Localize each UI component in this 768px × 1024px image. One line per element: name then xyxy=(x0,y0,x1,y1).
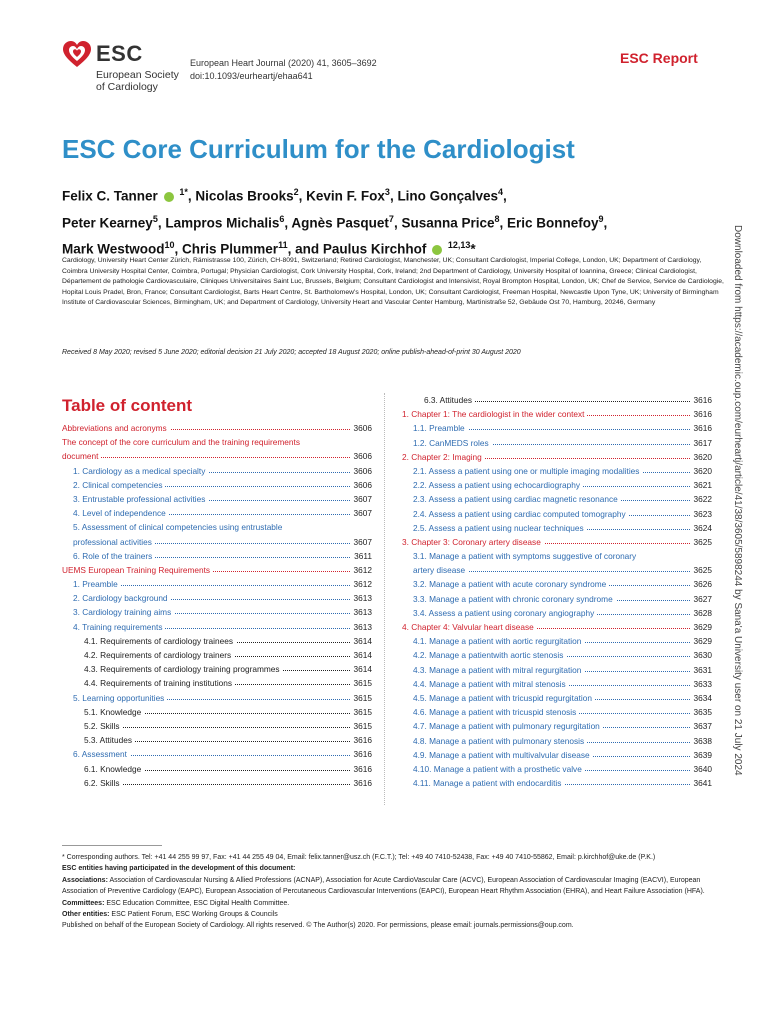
toc-entry[interactable] xyxy=(402,507,712,521)
toc-entry-title[interactable]: 2. Cardiology background xyxy=(73,591,171,605)
toc-entry[interactable] xyxy=(62,464,372,478)
published-note: Published on behalf of the European Society of Cardiology. All rights reserved. © The Author(s) 2020. For permissions, please email: journals.permissions@oup.com. xyxy=(62,922,574,930)
toc-entry-title[interactable]: 2. Clinical competencies xyxy=(73,478,165,492)
toc-entry-page: 3611 xyxy=(351,549,372,563)
toc-entry-page: 3639 xyxy=(691,748,712,762)
toc-entry-page: 3615 xyxy=(351,705,372,719)
toc-entry[interactable] xyxy=(402,634,712,648)
author-name[interactable]: , Lampros Michalis xyxy=(157,215,280,230)
toc-entry-title[interactable]: 4.9. Manage a patient with multivalvular disease xyxy=(413,748,593,762)
toc-entry[interactable] xyxy=(62,762,372,776)
toc-entry[interactable] xyxy=(402,436,712,450)
toc-title: Table of content xyxy=(62,396,193,415)
toc-entry[interactable] xyxy=(402,776,712,790)
toc-entry-title[interactable]: 3.2. Manage a patient with acute coronary syndrome xyxy=(413,577,609,591)
toc-entry-page: 3612 xyxy=(351,563,372,577)
toc-entry-page: 3616 xyxy=(691,393,712,407)
committees-note xyxy=(62,898,722,909)
author-name[interactable]: Mark Westwood xyxy=(62,241,165,257)
toc-entry[interactable] xyxy=(402,535,712,549)
toc-entry-title[interactable]: 1. Cardiology as a medical specialty xyxy=(73,464,208,478)
download-note xyxy=(733,225,753,805)
toc-entry-page: 3612 xyxy=(351,577,372,591)
other-entities-heading: Other entities: xyxy=(62,911,110,919)
toc-entry-page: 3616 xyxy=(351,747,372,761)
toc-entry[interactable] xyxy=(62,478,372,492)
toc-entry[interactable] xyxy=(62,577,372,591)
toc-entry-title[interactable]: 3.1. Manage a patient with symptoms suggestive of coronary xyxy=(413,549,639,563)
author-name[interactable]: , Eric Bonnefoy xyxy=(499,215,599,230)
footnote-rule xyxy=(62,845,162,846)
author-name[interactable]: , Agnès Pasquet xyxy=(284,215,389,230)
toc-entry-title[interactable]: 3.3. Manage a patient with chronic coronary syndrome xyxy=(413,592,616,606)
toc-entry[interactable] xyxy=(62,705,372,719)
toc-entry-title[interactable]: UEMS European Training Requirements xyxy=(62,563,213,577)
journal-citation xyxy=(190,57,377,83)
toc-entry-page: 3606 xyxy=(351,464,372,478)
logo-subtitle-1: European Society xyxy=(96,69,179,81)
toc-entry-title[interactable]: 1. Preamble xyxy=(73,577,121,591)
toc-entry-title[interactable]: 5. Assessment of clinical competencies using entrustable xyxy=(73,520,285,534)
toc-entry-title[interactable]: 5.2. Skills xyxy=(84,719,123,733)
toc-entry-page: 3631 xyxy=(691,663,712,677)
toc-entry-title[interactable]: 1. Chapter 1: The cardiologist in the wider context xyxy=(402,407,587,421)
other-entities-text: ESC Patient Forum, ESC Working Groups & Councils xyxy=(109,911,278,919)
toc-entry-page: 3620 xyxy=(691,464,712,478)
toc-entry-page: 3626 xyxy=(691,577,712,591)
toc-entry-title[interactable]: 4.2. Manage a patientwith aortic stenosis xyxy=(413,648,566,662)
toc-entry[interactable] xyxy=(402,464,712,478)
associations-heading: Associations: xyxy=(62,876,108,884)
toc-entry[interactable] xyxy=(62,506,372,520)
toc-entry-title[interactable]: 1.1. Preamble xyxy=(413,421,468,435)
author-name[interactable]: , and Paulus Kirchhof xyxy=(287,241,427,257)
toc-entry[interactable] xyxy=(62,605,372,619)
toc-entry-page: 3620 xyxy=(691,450,712,464)
toc-entry-title[interactable]: 4.1. Manage a patient with aortic regurgitation xyxy=(413,634,584,648)
toc-entry-title[interactable]: 2.1. Assess a patient using one or multiple imaging modalities xyxy=(413,464,642,478)
toc-entry-page: 3641 xyxy=(691,776,712,790)
toc-entry[interactable] xyxy=(62,648,372,662)
toc-entry[interactable] xyxy=(402,648,712,662)
esc-logo xyxy=(62,40,182,100)
corresponding-star: * xyxy=(470,241,476,257)
toc-entry[interactable] xyxy=(62,591,372,605)
toc-entry[interactable] xyxy=(402,407,712,421)
toc-entry[interactable] xyxy=(402,762,712,776)
toc-entry-page: 3614 xyxy=(351,662,372,676)
toc-entry[interactable] xyxy=(402,492,712,506)
esc-entities-heading: ESC entities having participated in the development of this document: xyxy=(62,865,296,873)
toc-entry-title[interactable]: 2. Chapter 2: Imaging xyxy=(402,450,485,464)
toc-entry[interactable] xyxy=(402,421,712,435)
toc-entry[interactable] xyxy=(62,719,372,733)
toc-entry-title[interactable]: 3.4. Assess a patient using coronary angiography xyxy=(413,606,597,620)
toc-entry-page: 3613 xyxy=(351,620,372,634)
toc-entry[interactable] xyxy=(62,662,372,676)
toc-entry-title[interactable]: artery disease xyxy=(413,563,468,577)
toc-entry[interactable] xyxy=(402,521,712,535)
toc-entry-page: 3621 xyxy=(691,478,712,492)
toc-entry-title[interactable]: 3. Chapter 3: Coronary artery disease xyxy=(402,535,544,549)
toc-entry-page: 3635 xyxy=(691,705,712,719)
toc-entry-page: 3625 xyxy=(691,535,712,549)
toc-entry-title[interactable]: 4. Training requirements xyxy=(73,620,165,634)
author-name[interactable]: , Kevin F. Fox xyxy=(298,188,385,204)
toc-entry-page: 3616 xyxy=(691,407,712,421)
toc-entry-title[interactable]: 3. Cardiology training aims xyxy=(73,605,174,619)
other-entities-note xyxy=(62,909,722,920)
author-name[interactable]: Felix C. Tanner xyxy=(62,188,158,204)
toc-entry[interactable] xyxy=(402,663,712,677)
toc-entry-title[interactable]: 2.4. Assess a patient using cardiac computed tomography xyxy=(413,507,629,521)
toc-entry-page: 3640 xyxy=(691,762,712,776)
toc-entry-title[interactable]: professional activities xyxy=(73,535,155,549)
toc-entry[interactable] xyxy=(402,748,712,762)
toc-entry-title[interactable]: 4.4. Requirements of training institutions xyxy=(84,676,235,690)
column-divider xyxy=(384,393,385,805)
toc-entry[interactable] xyxy=(62,535,372,549)
toc-entry-page: 3628 xyxy=(691,606,712,620)
author-name[interactable]: Peter Kearney xyxy=(62,215,153,230)
toc-entry[interactable] xyxy=(62,776,372,790)
author-sup: 9 xyxy=(598,213,604,224)
received-dates: Received 8 May 2020; revised 5 June 2020; editorial decision 21 July 2020; accepted 18 August 2020; online publish-ahead-of-print 30 August 2020 xyxy=(62,349,521,356)
toc-entry-page: 3623 xyxy=(691,507,712,521)
toc-entry[interactable] xyxy=(402,592,712,606)
toc-entry-title[interactable]: 4.3. Manage a patient with mitral regurgitation xyxy=(413,663,584,677)
author-name[interactable]: , Lino Gonçalves xyxy=(389,188,498,204)
doi-line[interactable]: doi:10.1093/eurheartj/ehaa641 xyxy=(190,71,313,81)
author-sup: 11 xyxy=(278,240,288,250)
logo-name: ESC xyxy=(96,41,143,66)
toc-entry[interactable] xyxy=(402,677,712,691)
download-note-text: Downloaded from https://academic.oup.com/eurheartj/article/41/38/3605/5898244 by Sana'a University user on 21 July 2024 xyxy=(732,225,743,776)
toc-entry[interactable] xyxy=(402,691,712,705)
toc-entry-page: 3607 xyxy=(351,535,372,549)
toc-entry-title[interactable]: 4. Chapter 4: Valvular heart disease xyxy=(402,620,537,634)
toc-entry-page: 3606 xyxy=(351,421,372,435)
toc-entry[interactable] xyxy=(402,393,712,407)
toc-entry[interactable] xyxy=(402,734,712,748)
toc-entry-title[interactable]: 6.1. Knowledge xyxy=(84,762,144,776)
toc-entry-title[interactable]: 4.8. Manage a patient with pulmonary stenosis xyxy=(413,734,587,748)
toc-entry[interactable] xyxy=(62,449,372,463)
toc-entry[interactable] xyxy=(402,606,712,620)
affiliations: Cardiology, University Heart Center Zürich, Rämistrasse 100, Zürich, CH-8091, Switzerland; Retired Cardiologist, Manchester, UK; Consultant Cardiologist, Imperial College, London, UK; Department of Cardiology, Coimbra University Hospital Center, Coimbra, Portugal; Physician Cardiologist, Cork University Hospital, Cork, Ireland; 2nd Department of Cardiology, University Hospital of Ioannina, Greece; Clinical Cardiologist, Département de pathologie Cardiovasculaire, Cliniques Universitaires Saint Luc, Brussels, Belgium; Consultant Cardiologist and Intensivist, Royal Brompton Hospital, London, UK; Chef de Service, Service de Cardiologie, Hopital Louis Pradel, Bron, France; Consultant Cardiologist, Barts Heart Centre, St. Bartholomew's Hospital, London, UK; Consultant Cardiologist, Freeman Hospital, Newcastle Upon Tyne, UK; University of Birmingham Institute of Cardiovascular Sciences, Birmingham, UK; and Department of Cardiology, University Heart and Vascular Center Hamburg, Martinistraße 52, Gebäude Ost 70, Hamburg, 20246, Germany xyxy=(62,257,724,307)
author-sup: 6 xyxy=(279,213,285,224)
toc-entry-title[interactable]: 4.10. Manage a patient with a prosthetic valve xyxy=(413,762,585,776)
toc-entry[interactable] xyxy=(62,691,372,705)
toc-entry-page: 3629 xyxy=(691,620,712,634)
toc-entry-title[interactable]: 4.5. Manage a patient with tricuspid regurgitation xyxy=(413,691,595,705)
toc-entry-page: 3613 xyxy=(351,605,372,619)
committees-heading: Committees: xyxy=(62,899,105,907)
toc-entry[interactable] xyxy=(62,520,372,534)
author-name[interactable]: , Nicolas Brooks xyxy=(187,188,294,204)
toc-entry-page: 3613 xyxy=(351,591,372,605)
logo-subtitle-2: of Cardiology xyxy=(96,81,158,93)
toc-entry-page: 3633 xyxy=(691,677,712,691)
toc-entry-title[interactable]: 2.3. Assess a patient using cardiac magnetic resonance xyxy=(413,492,621,506)
toc-entry-title[interactable]: document xyxy=(62,449,101,463)
toc-entry[interactable] xyxy=(62,549,372,563)
toc-entry[interactable] xyxy=(402,478,712,492)
footnotes xyxy=(62,852,722,932)
toc-entry[interactable] xyxy=(402,563,712,577)
toc-entry-title[interactable]: 2.2. Assess a patient using echocardiography xyxy=(413,478,583,492)
toc-entry-page: 3638 xyxy=(691,734,712,748)
toc-entry-page: 3614 xyxy=(351,634,372,648)
toc-entry-title[interactable]: 4.11. Manage a patient with endocarditis xyxy=(413,776,564,790)
toc-right-column xyxy=(402,393,712,790)
toc-entry-page: 3616 xyxy=(351,733,372,747)
toc-entry[interactable] xyxy=(62,563,372,577)
toc-entry[interactable] xyxy=(62,747,372,761)
author-name[interactable]: , Susanna Price xyxy=(393,215,495,230)
toc-entry-page: 3616 xyxy=(351,776,372,790)
author-sup: 2 xyxy=(293,187,299,197)
author-sup: 10 xyxy=(164,240,175,250)
toc-entry[interactable] xyxy=(402,719,712,733)
toc-entry-title[interactable]: 4.6. Manage a patient with tricuspid stenosis xyxy=(413,705,579,719)
toc-entry[interactable] xyxy=(402,577,712,591)
orcid-icon[interactable] xyxy=(432,245,442,255)
toc-entry-title[interactable]: 4.3. Requirements of cardiology training programmes xyxy=(84,662,283,676)
author-sup: 4 xyxy=(497,187,503,197)
author-sup: 7 xyxy=(388,213,394,224)
orcid-icon[interactable] xyxy=(164,192,174,202)
toc-entry-title[interactable]: 4.7. Manage a patient with pulmonary regurgitation xyxy=(413,719,603,733)
toc-entry-title[interactable]: 4.2. Requirements of cardiology trainers xyxy=(84,648,234,662)
toc-entry-page: 3615 xyxy=(351,691,372,705)
toc-entry-page: 3634 xyxy=(691,691,712,705)
toc-entry-title[interactable]: 4.4. Manage a patient with mitral stenosis xyxy=(413,677,569,691)
toc-leader-dots xyxy=(84,784,352,785)
toc-entry[interactable] xyxy=(402,549,712,563)
toc-entry[interactable] xyxy=(62,492,372,506)
heart-icon xyxy=(62,40,92,70)
toc-entry-page: 3615 xyxy=(351,719,372,733)
toc-entry-page: 3607 xyxy=(351,506,372,520)
toc-entry[interactable] xyxy=(402,705,712,719)
toc-entry-page: 3627 xyxy=(691,592,712,606)
committees-text: ESC Education Committee, ESC Digital Health Committee. xyxy=(104,899,290,907)
journal-line: European Heart Journal (2020) 41, 3605–3692 xyxy=(190,58,377,68)
toc-entry[interactable] xyxy=(62,733,372,747)
toc-entry-page: 3625 xyxy=(691,563,712,577)
toc-entry-title[interactable]: 1.2. CanMEDS roles xyxy=(413,436,492,450)
toc-entry-title[interactable]: 5. Learning opportunities xyxy=(73,691,167,705)
author-name[interactable]: , Chris Plummer xyxy=(174,241,279,257)
toc-entry-page: 3622 xyxy=(691,492,712,506)
toc-entry-title[interactable]: 6.2. Skills xyxy=(84,776,123,790)
toc-entry-page: 3616 xyxy=(691,421,712,435)
toc-entry[interactable] xyxy=(62,634,372,648)
toc-entry-page: 3615 xyxy=(351,676,372,690)
toc-entry-title[interactable]: 6. Assessment xyxy=(73,747,130,761)
author-sup: 1* xyxy=(179,187,188,197)
toc-entry[interactable] xyxy=(62,421,372,435)
author-sup: 12,13 xyxy=(447,240,471,250)
associations-text: Association of Cardiovascular Nursing & Allied Professions (ACNAP), Association for Acute CardioVascular Care (ACVC), European Association of Cardiovascular Imaging (EACVI), European Association of Preventive Cardiology (EAPC), European Association of Percutaneous Cardiovascular Interventions (EAPCI), European Heart Rhythm Association (EHRA), and Heart Failure Association (HFA). xyxy=(62,876,705,896)
toc-entry[interactable] xyxy=(62,435,372,449)
toc-entry-title[interactable]: 5.1. Knowledge xyxy=(84,705,144,719)
toc-entry-title[interactable]: Abbreviations and acronyms xyxy=(62,421,170,435)
toc-entry-title[interactable]: 4.1. Requirements of cardiology trainees xyxy=(84,634,236,648)
toc-entry-page: 3606 xyxy=(351,478,372,492)
toc-entry-title[interactable]: 2.5. Assess a patient using nuclear techniques xyxy=(413,521,587,535)
toc-entry-page: 3616 xyxy=(351,762,372,776)
toc-entry-page: 3629 xyxy=(691,634,712,648)
report-label: ESC Report xyxy=(620,50,698,66)
author-sup: 5 xyxy=(152,213,158,224)
toc-entry-page: 3617 xyxy=(691,436,712,450)
toc-entry-title[interactable]: 6.3. Attitudes xyxy=(424,393,475,407)
toc-entry[interactable] xyxy=(402,620,712,634)
toc-entry-title[interactable]: 3. Entrustable professional activities xyxy=(73,492,208,506)
corresponding-note: * Corresponding authors. Tel: +41 44 255 99 97, Fax: +41 44 255 49 04, Email: felix.tanner@usz.ch (F.C.T.); Tel: +49 40 7410-52438, Fax: +49 40 7410-55862, Email: p.kirchhof@uke.de (P.K.) xyxy=(62,854,656,861)
author-sup: 8 xyxy=(494,213,500,224)
article-title: ESC Core Curriculum for the Cardiologist xyxy=(62,134,575,164)
toc-entry-title[interactable]: 5.3. Attitudes xyxy=(84,733,135,747)
toc-entry[interactable] xyxy=(402,450,712,464)
toc-entry-title[interactable]: 4. Level of independence xyxy=(73,506,169,520)
toc-left-column xyxy=(62,421,372,790)
toc-entry-title[interactable]: The concept of the core curriculum and the training requirements xyxy=(62,435,303,449)
toc-entry-page: 3614 xyxy=(351,648,372,662)
toc-entry-page: 3630 xyxy=(691,648,712,662)
toc-entry-page: 3637 xyxy=(691,719,712,733)
author-list: Felix C. Tanner $^{1*}$, Nicolas Brooks$^2$, Kevin F. Fox$^3$, Lino Gonçalves$^4$, Peter Kearney$^5$, Lampros Michalis$^6$, Agnès Pasquet$^7$, Susanna Price$^8$, Eric Bonnefoy$^9$, Mark Westwood$^{10}$, Chris Plummer$^{11}$, and Paulus Kirchhof $^{12,13}$* xyxy=(62,187,608,257)
associations-note xyxy=(62,875,722,898)
toc-entry-page: 3606 xyxy=(351,449,372,463)
toc-leader-dots xyxy=(84,727,352,728)
toc-entry-page: 3607 xyxy=(351,492,372,506)
toc-entry-page: 3624 xyxy=(691,521,712,535)
author-sup: 3 xyxy=(384,187,390,197)
toc-entry[interactable] xyxy=(62,620,372,634)
toc-entry-title[interactable]: 6. Role of the trainers xyxy=(73,549,155,563)
toc-leader-dots xyxy=(62,457,352,458)
toc-entry[interactable] xyxy=(62,676,372,690)
